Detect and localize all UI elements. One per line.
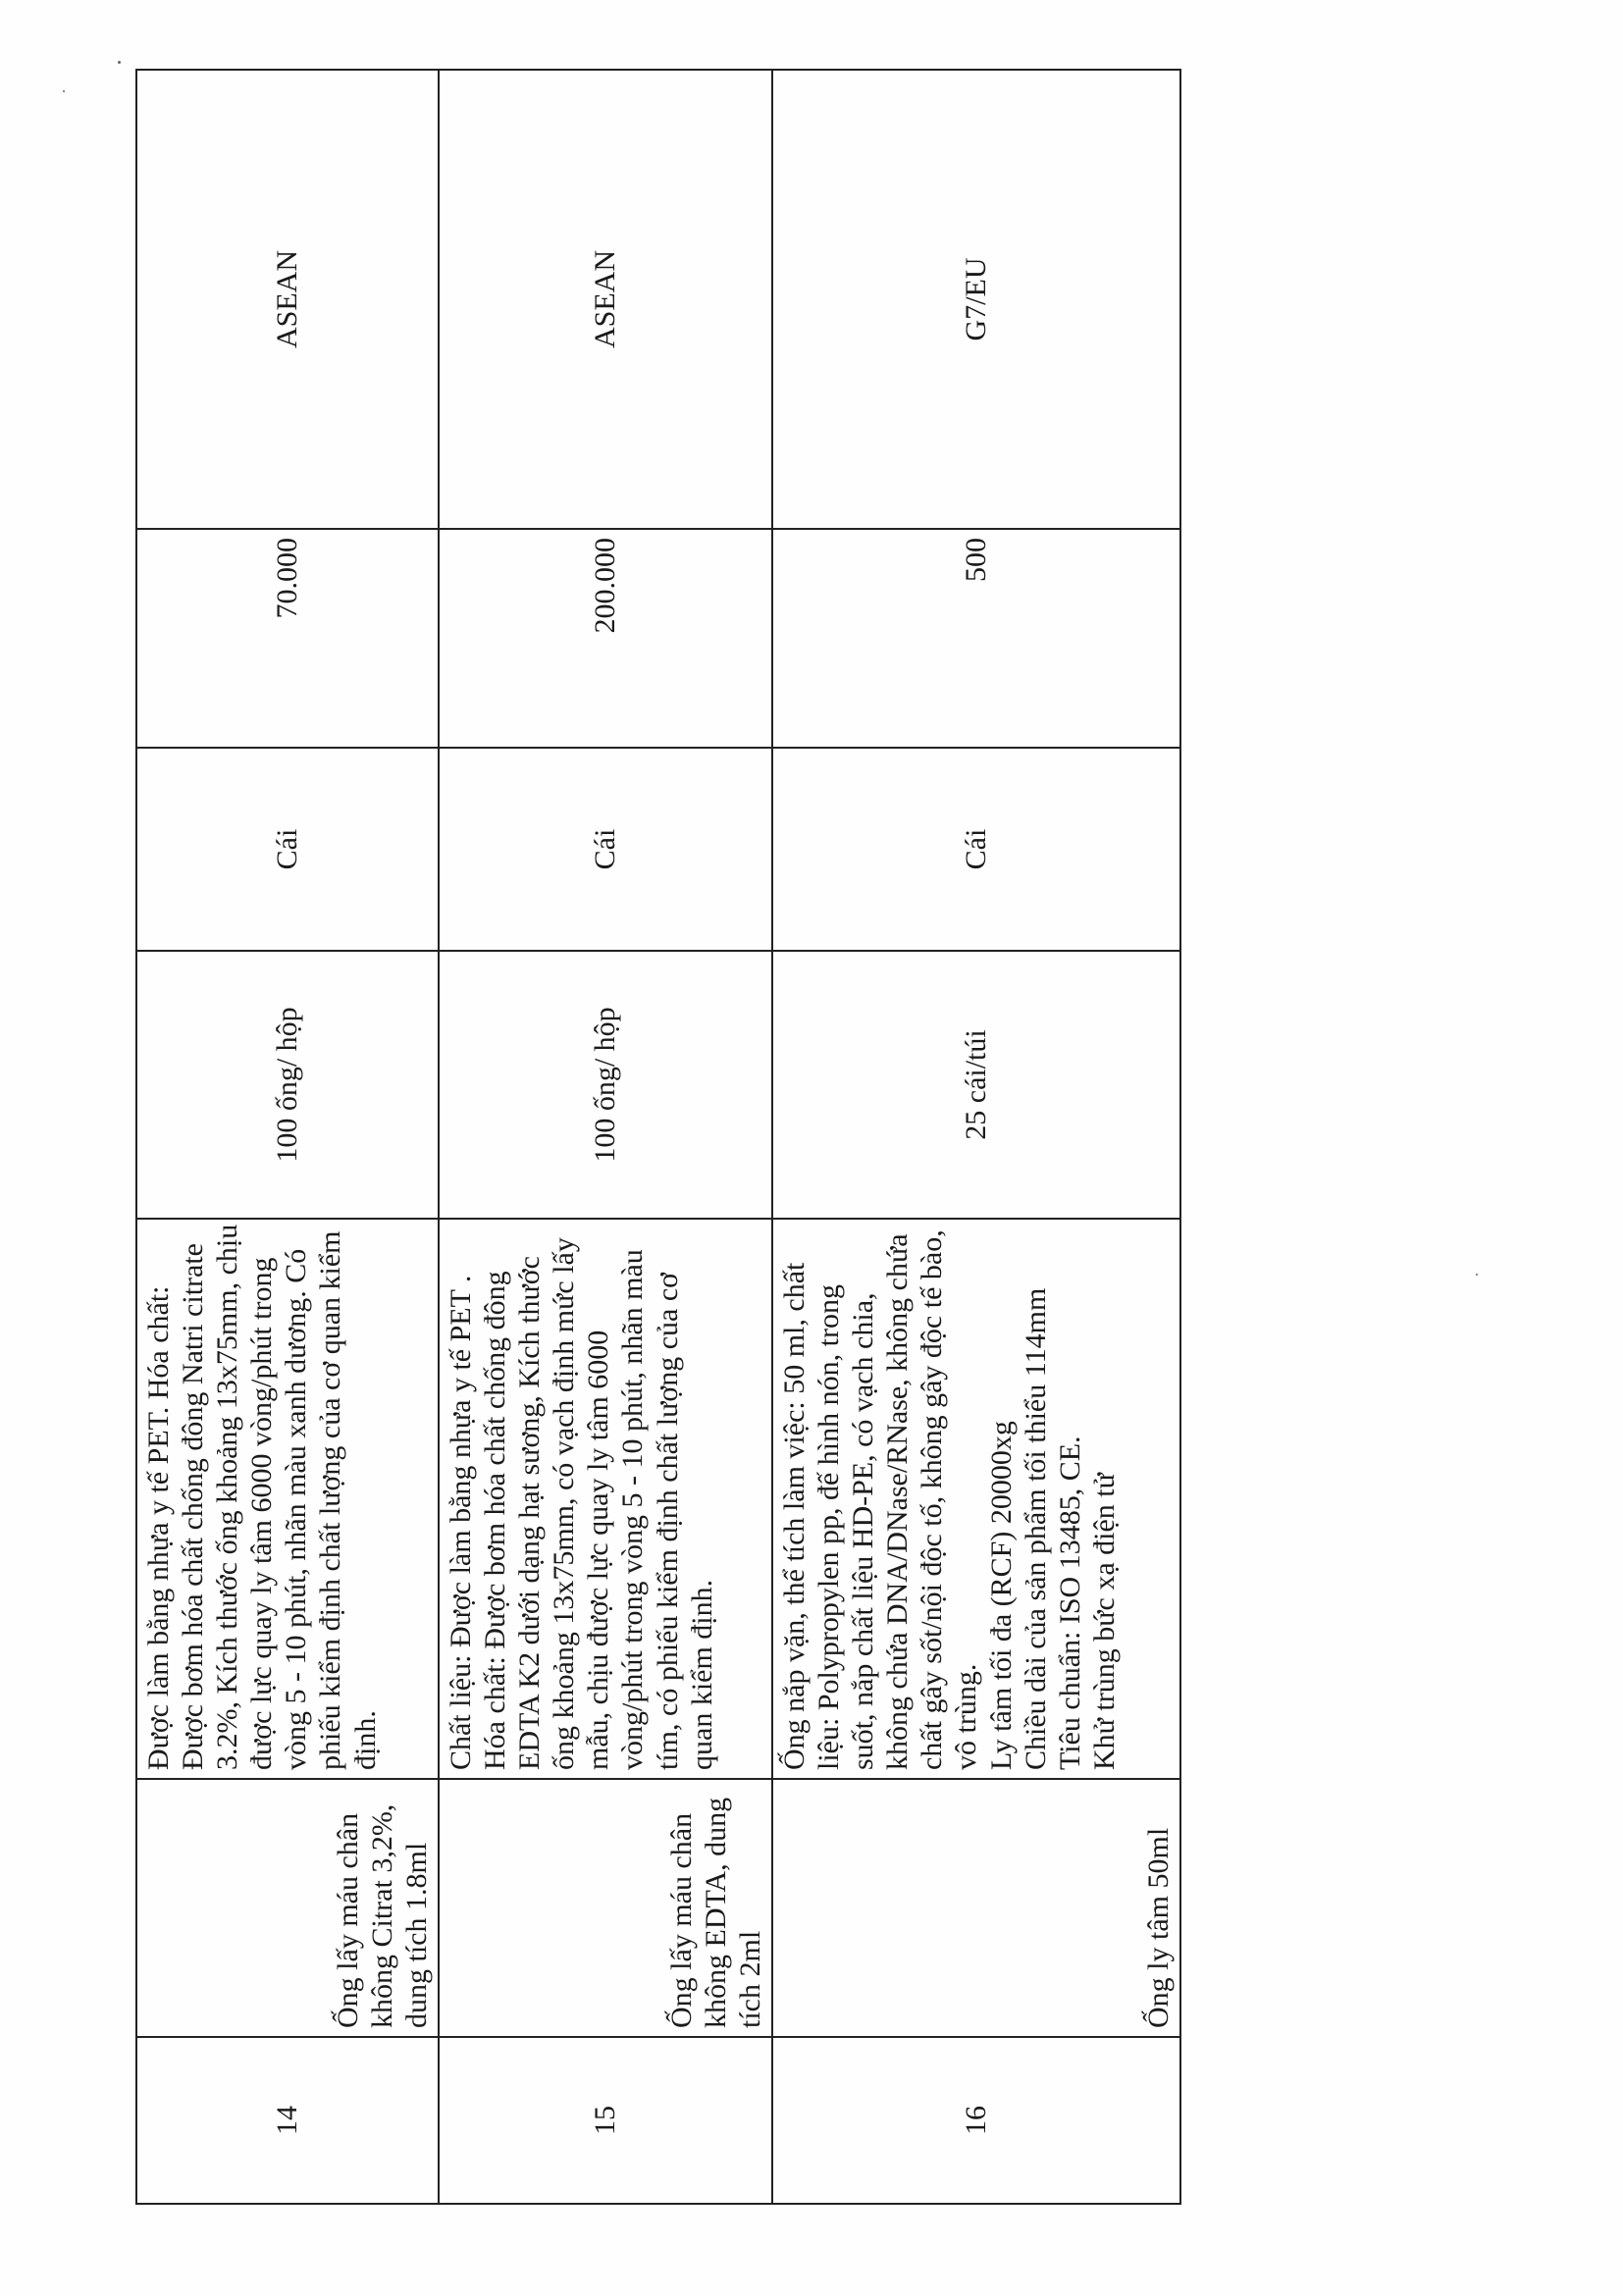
item-description-line: vô trùng.	[950, 1663, 983, 1770]
table-row	[772, 70, 1180, 2204]
origin-text: G7/EU	[960, 257, 993, 341]
quantity-cell	[439, 529, 772, 748]
item-name-line: Ống lấy máu chân	[331, 1812, 364, 2028]
item-name-line: không Citrat 3,2%,	[365, 1803, 398, 2028]
item-description-line: Được bơm hóa chất chống đông Natri citrate	[177, 1243, 210, 1770]
quantity-text: 200.000	[589, 538, 622, 634]
item-number: 15	[589, 2106, 622, 2135]
origin-cell	[136, 70, 439, 529]
item-name-line: Ống ly tâm 50ml	[1141, 1827, 1175, 2028]
origin-text: ASEAN	[589, 250, 622, 349]
scan-speck	[118, 61, 121, 64]
item-description-line: được lực quay ly tâm 6000 vòng/phút trong	[245, 1257, 279, 1770]
item-description-line: Chất liệu: Được làm bằng nhựa y tế PET .	[445, 1275, 477, 1770]
item-number-cell	[439, 2037, 772, 2204]
scan-speck	[1476, 1274, 1478, 1276]
table-row	[439, 70, 772, 2204]
item-name-line: tích 2ml	[733, 1930, 766, 2028]
item-description-line: Khử trùng bức xạ điện tử	[1087, 1473, 1121, 1770]
item-description-line: không chứa DNA/DNase/RNase, không chứa	[881, 1233, 915, 1770]
origin-text: ASEAN	[271, 250, 304, 349]
item-name-line: dung tích 1.8ml	[399, 1842, 433, 2028]
item-description-line: Ly tâm tối đa (RCF) 20000xg	[984, 1421, 1018, 1770]
item-name-cell	[439, 1779, 772, 2037]
unit-text: Cái	[960, 828, 993, 870]
item-description-line: vòng/phút trong vòng 5 - 10 phút, nhãn màu	[616, 1249, 650, 1770]
packing-cell	[439, 951, 772, 1219]
item-description-line: vòng 5 - 10 phút, nhãn màu xanh dương. Có	[280, 1248, 313, 1770]
quantity-cell	[136, 529, 439, 748]
item-description-cell	[439, 1219, 772, 1779]
item-number-cell	[136, 2037, 439, 2204]
item-description-line: định.	[348, 1710, 382, 1770]
item-name-line: không EDTA, dung	[699, 1797, 732, 2028]
item-name-cell	[772, 1779, 1180, 2037]
packing-text: 100 ống/ hộp	[589, 1007, 622, 1163]
unit-cell	[439, 748, 772, 951]
item-name-cell	[136, 1779, 439, 2037]
table-row	[136, 70, 439, 2204]
item-description-line: ống khoảng 13x75mm, có vạch định mức lấy	[548, 1237, 581, 1770]
item-description-line: Ống nắp vặn, thể tích làm việc: 50 ml, chất	[778, 1262, 811, 1770]
packing-text: 100 ống/ hộp	[271, 1007, 304, 1163]
item-description-line: Được làm bằng nhựa y tế PET. Hóa chất:	[142, 1285, 175, 1770]
item-name-line: Ống lấy máu chân	[664, 1812, 698, 2028]
item-description-line: mẫu, chịu được lực quay ly tâm 6000	[582, 1330, 615, 1770]
specification-table	[135, 69, 1181, 2205]
quantity-text: 500	[960, 538, 993, 582]
unit-cell	[772, 748, 1180, 951]
item-description-line: Chiều dài của sản phẩm tối thiểu 114mm	[1019, 1287, 1052, 1770]
rotated-table-container	[135, 71, 1179, 2205]
item-description-line: quan kiểm định.	[685, 1579, 718, 1770]
quantity-cell	[772, 529, 1180, 748]
packing-cell	[772, 951, 1180, 1219]
packing-text: 25 cái/túi	[960, 1029, 993, 1140]
item-number-cell	[772, 2037, 1180, 2204]
item-description-line: Hóa chất: Được bơm hóa chất chống đông	[479, 1271, 512, 1770]
packing-cell	[136, 951, 439, 1219]
unit-text: Cái	[589, 828, 622, 870]
item-number: 14	[271, 2106, 304, 2135]
item-description-line: EDTA K2 dưới dạng hạt sương, Kích thước	[513, 1256, 547, 1770]
item-number: 16	[960, 2106, 993, 2135]
item-description-line: phiếu kiểm định chất lượng của cơ quan kiểm	[314, 1230, 347, 1770]
scan-speck	[63, 90, 65, 92]
item-description-line: tím, có phiếu kiểm định chất lượng của cơ	[651, 1272, 684, 1770]
item-description-cell	[772, 1219, 1180, 1779]
item-description-line: 3.2%, Kích thước ống khoảng 13x75mm, chịu	[211, 1224, 244, 1770]
item-description-line: liệu: Polypropylen pp, đế hình nón, trong	[812, 1284, 846, 1770]
item-description-line: suốt, nắp chất liệu HD-PE, có vạch chia,	[847, 1292, 880, 1770]
quantity-text: 70.000	[271, 538, 304, 619]
origin-cell	[439, 70, 772, 529]
item-description-line: chất gây sốt/nội độc tố, không gây độc tế bào,	[916, 1229, 949, 1770]
unit-text: Cái	[271, 828, 304, 870]
origin-cell	[772, 70, 1180, 529]
item-description-cell	[136, 1219, 439, 1779]
unit-cell	[136, 748, 439, 951]
item-description-line: Tiêu chuẩn: ISO 13485, CE.	[1053, 1435, 1086, 1770]
